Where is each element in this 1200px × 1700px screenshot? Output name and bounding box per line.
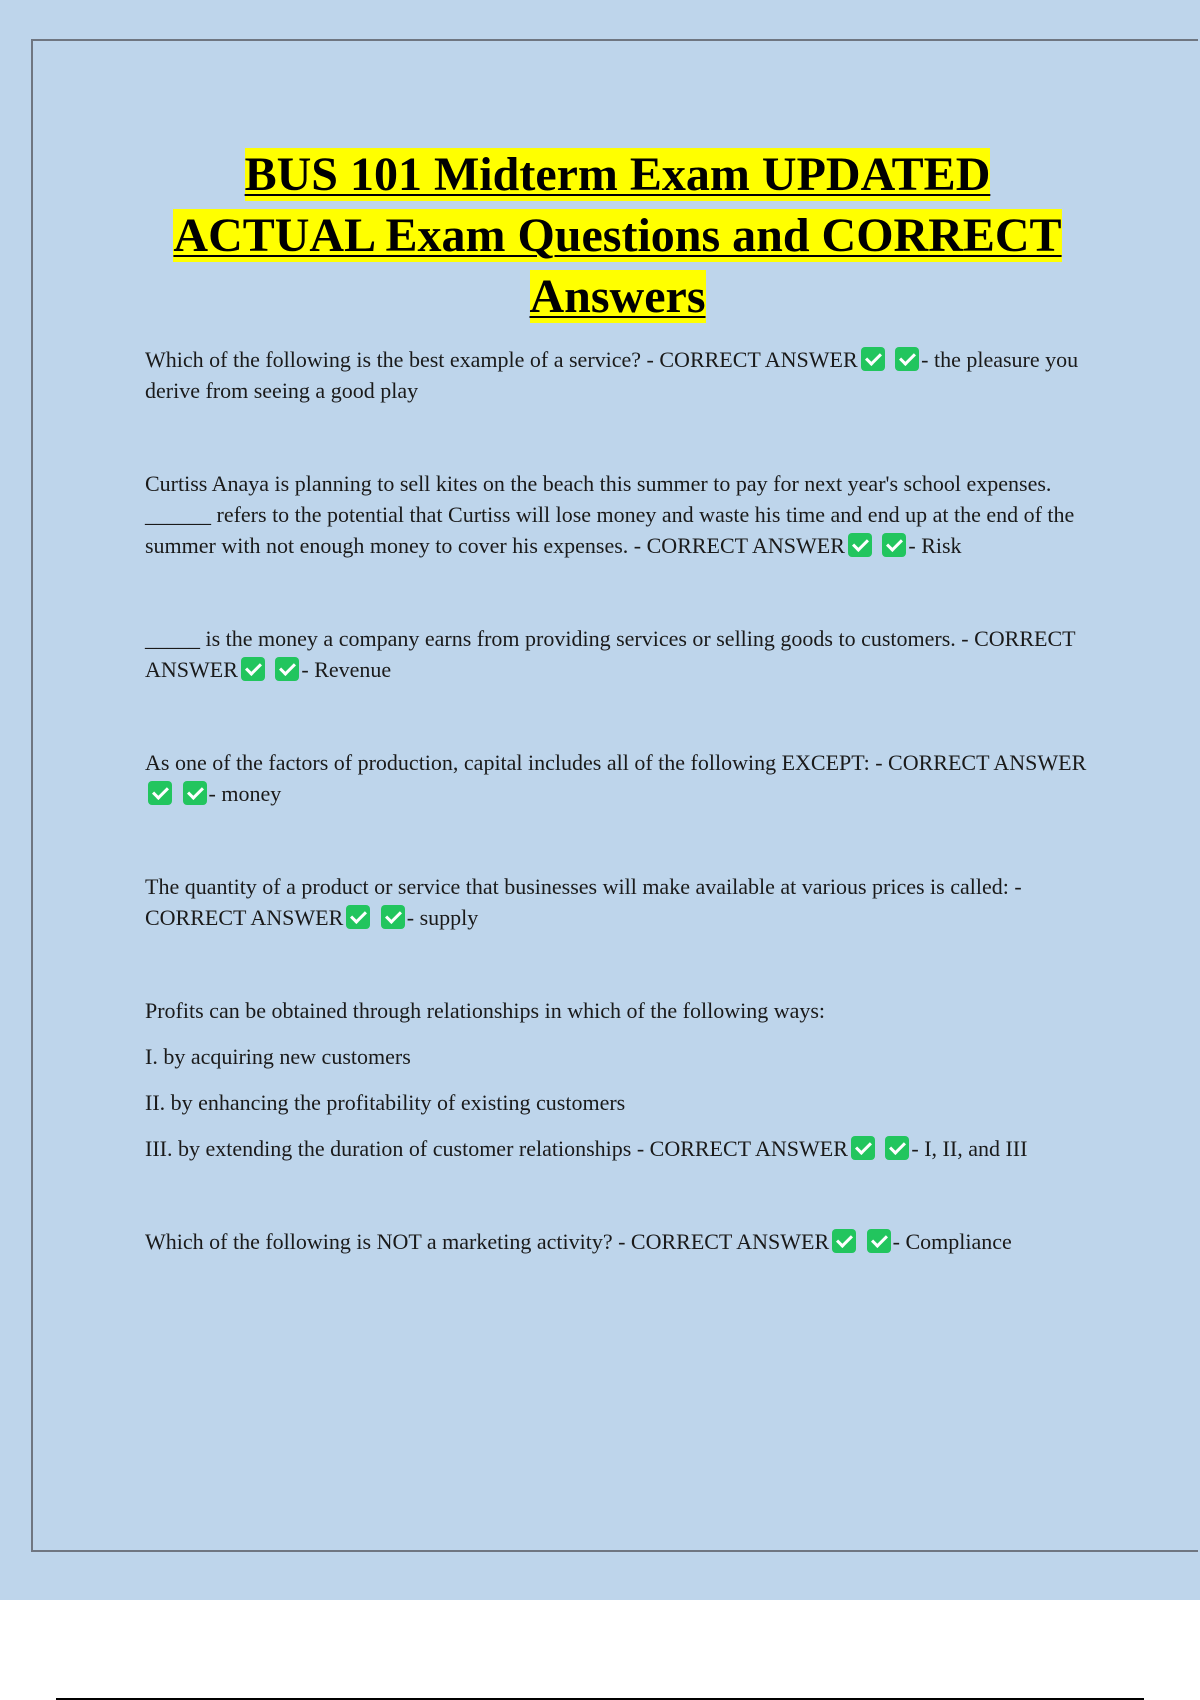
checkmark-icon <box>241 657 265 681</box>
checkmark-icon <box>861 347 885 371</box>
qa-text <box>145 623 1090 685</box>
answer-text: - supply <box>406 905 479 930</box>
document-title-text: BUS 101 Midterm Exam UPDATED ACTUAL Exam Questions and CORRECT Answers <box>173 148 1062 323</box>
answer-text: - the pleasure you derive from seeing a good play <box>145 347 1079 403</box>
question-text: Curtiss Anaya is planning to sell kites on the beach this summer to pay for next year's school expenses. ______ refers to the potential that Curtiss will lose money and waste his time and end up at the end of the summer with not enough money to cover his expenses. - CORRECT ANSWER <box>145 471 1075 558</box>
checkmark-icon <box>275 657 299 681</box>
answer-text: - money <box>208 781 282 806</box>
answer-text: - Risk <box>908 533 962 558</box>
qa-item <box>145 995 1090 1164</box>
question-text: _____ is the money a company earns from providing services or selling goods to customers. - CORRECT ANSWER <box>145 626 1076 682</box>
qa-text <box>145 1133 1090 1164</box>
qa-item <box>145 344 1090 406</box>
question-text: Which of the following is the best example of a service? - CORRECT ANSWER <box>145 347 858 372</box>
option-line: II. by enhancing the profitability of existing customers <box>145 1090 626 1115</box>
qa-list <box>145 344 1090 1319</box>
question-text: As one of the factors of production, capital includes all of the following EXCEPT: - CORRECT ANSWER <box>145 750 1087 775</box>
qa-item <box>145 747 1090 809</box>
question-text: The quantity of a product or service that businesses will make available at various prices is called: - CORRECT ANSWER <box>145 874 1022 930</box>
qa-text <box>145 871 1090 933</box>
answer-text: - Revenue <box>301 657 392 682</box>
qa-item <box>145 1226 1090 1257</box>
qa-item <box>145 468 1090 561</box>
checkmark-icon <box>183 781 207 805</box>
checkmark-icon <box>832 1229 856 1253</box>
checkmark-icon <box>851 1136 875 1160</box>
qa-text <box>145 344 1090 406</box>
checkmark-icon <box>848 533 872 557</box>
question-intro-line: Profits can be obtained through relationships in which of the following ways: <box>145 998 826 1023</box>
qa-text <box>145 1226 1090 1257</box>
qa-text <box>145 747 1090 809</box>
answer-text: - I, II, and III <box>911 1136 1028 1161</box>
checkmark-icon <box>867 1229 891 1253</box>
qa-item <box>145 623 1090 685</box>
checkmark-icon <box>381 905 405 929</box>
checkmark-icon <box>895 347 919 371</box>
question-text: Which of the following is NOT a marketing activity? - CORRECT ANSWER <box>145 1229 830 1254</box>
checkmark-icon <box>882 533 906 557</box>
document-title <box>145 144 1090 327</box>
question-text: III. by extending the duration of customer relationships - CORRECT ANSWER <box>145 1136 848 1161</box>
checkmark-icon <box>346 905 370 929</box>
checkmark-icon <box>885 1136 909 1160</box>
qa-item <box>145 871 1090 933</box>
answer-text: - Compliance <box>892 1229 1012 1254</box>
option-line: I. by acquiring new customers <box>145 1044 411 1069</box>
qa-text <box>145 468 1090 561</box>
checkmark-icon <box>148 781 172 805</box>
